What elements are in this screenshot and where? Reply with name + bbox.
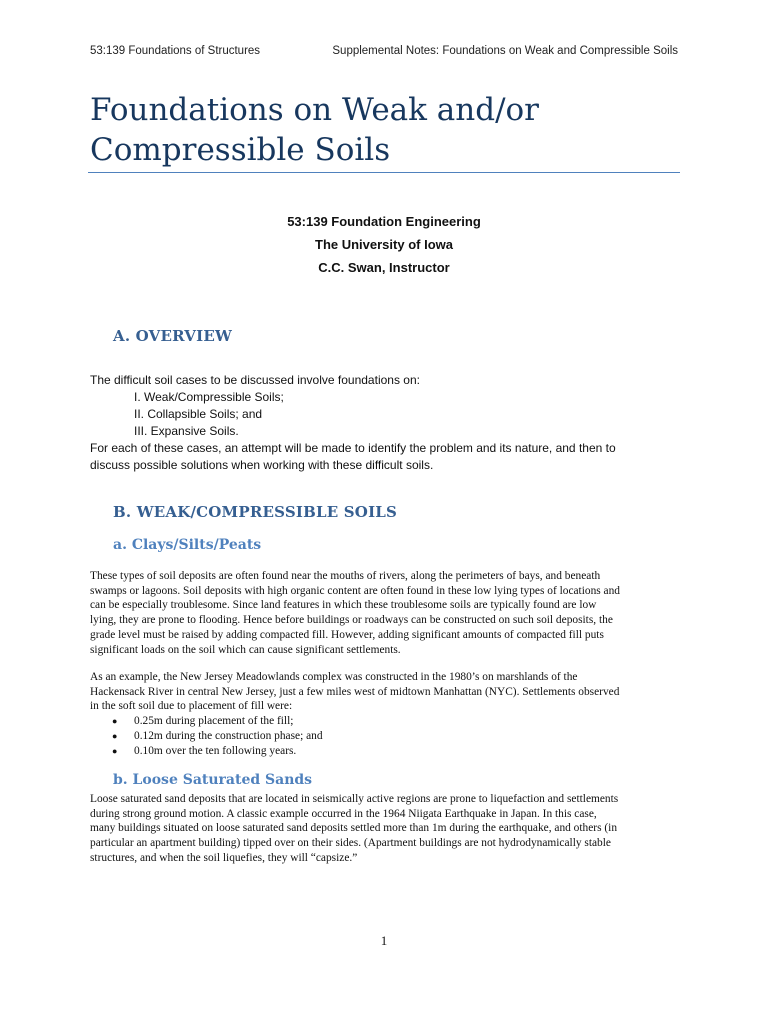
settlement-list (90, 714, 682, 758)
title-divider (88, 172, 680, 173)
section-a-heading: A. OVERVIEW (113, 327, 233, 345)
paragraph-line: Loose saturated sand deposits that are located in seismically active regions are prone to liquefaction and settlements (90, 793, 619, 805)
paragraph-line: These types of soil deposits are often found near the mouths of rivers, along the perimeters of bays, and beneath (90, 570, 601, 582)
overview-closing: For each of these cases, an attempt will be made to identify the problem and its nature, and then to (90, 441, 616, 455)
paragraph-line: Hackensack River in central New Jersey, just a few miles west of midtown Manhattan (NYC). Settlements observed (90, 685, 620, 698)
paragraph-line: particular an apartment building) tipped over on their sides. (Apartment buildings are not hydrodynamically stable (90, 837, 611, 850)
title-line-1: Foundations on Weak and/or (90, 92, 540, 128)
list-item-text: 0.25m during placement of the fill; (134, 715, 294, 728)
byline-university: The University of Iowa (315, 237, 453, 252)
paragraph-line: structures, and when the soil liquefies, they will “capsize.” (90, 851, 358, 864)
meadowlands-paragraph (90, 670, 682, 758)
bullet-icon: ● (112, 730, 118, 741)
list-item-text: 0.10m over the ten following years. (134, 744, 297, 757)
paragraph-line: many buildings situated on loose saturated sand deposits settled more than 1m during the earthquake, and others (in (90, 822, 618, 835)
sands-paragraph (90, 792, 682, 866)
list-item (90, 714, 682, 729)
overview-item: II. Collapsible Soils; and (134, 407, 263, 421)
byline-instructor: C.C. Swan, Instructor (318, 260, 450, 275)
overview-item: I. Weak/Compressible Soils; (134, 390, 284, 404)
paragraph-line: As an example, the New Jersey Meadowlands complex was constructed in the 1980’s on marshlands of the (90, 671, 578, 683)
bullet-icon: ● (112, 745, 118, 756)
header-course: 53:139 Foundations of Structures (90, 45, 261, 57)
list-item-text: 0.12m during the construction phase; and (134, 729, 323, 742)
paragraph-line: during strong ground motion. A classic example occurred in the 1964 Niigata Earthquake in Japan. In this case, (90, 807, 597, 820)
section-b-heading: B. WEAK/COMPRESSIBLE SOILS (113, 503, 398, 521)
bullet-icon: ● (112, 716, 118, 727)
byline-course: 53:139 Foundation Engineering (287, 214, 481, 229)
list-item (90, 744, 682, 759)
page-number: 1 (380, 933, 388, 948)
subsection-b-heading: b. Loose Saturated Sands (113, 772, 313, 788)
page-title (90, 90, 690, 170)
overview-item: III. Expansive Soils. (134, 424, 239, 438)
paragraph-line: lying, they are prone to flooding. Hence before buildings or roadways can be constructed on such soil deposits, the (90, 614, 613, 627)
title-line-2: Compressible Soils (90, 132, 391, 168)
paragraph-line: in the soft soil due to placement of fill were: (90, 700, 293, 713)
paragraph-line: significant loads on the soil which can cause significant settlements. (90, 643, 401, 656)
running-header (90, 45, 678, 57)
section-a-body (90, 372, 682, 474)
clays-paragraph (90, 569, 682, 657)
subsection-a-heading: a. Clays/Silts/Peats (113, 537, 262, 553)
overview-intro: The difficult soil cases to be discussed involve foundations on: (90, 373, 420, 387)
paragraph-line: grade level must be raised by adding compacted fill. However, adding significant amounts of compacted fill puts (90, 628, 604, 641)
header-notes-title: Supplemental Notes: Foundations on Weak and Compressible Soils (332, 45, 678, 57)
list-item (90, 729, 682, 744)
paragraph-line: swamps or lagoons. Soil deposits with high organic content are often found in these low lying types of locations and (90, 584, 621, 597)
paragraph-line: can be especially troublesome. Since land features in which these troublesome soils are typically found are low (90, 599, 597, 612)
overview-closing: discuss possible solutions when working with these difficult soils. (90, 458, 434, 472)
